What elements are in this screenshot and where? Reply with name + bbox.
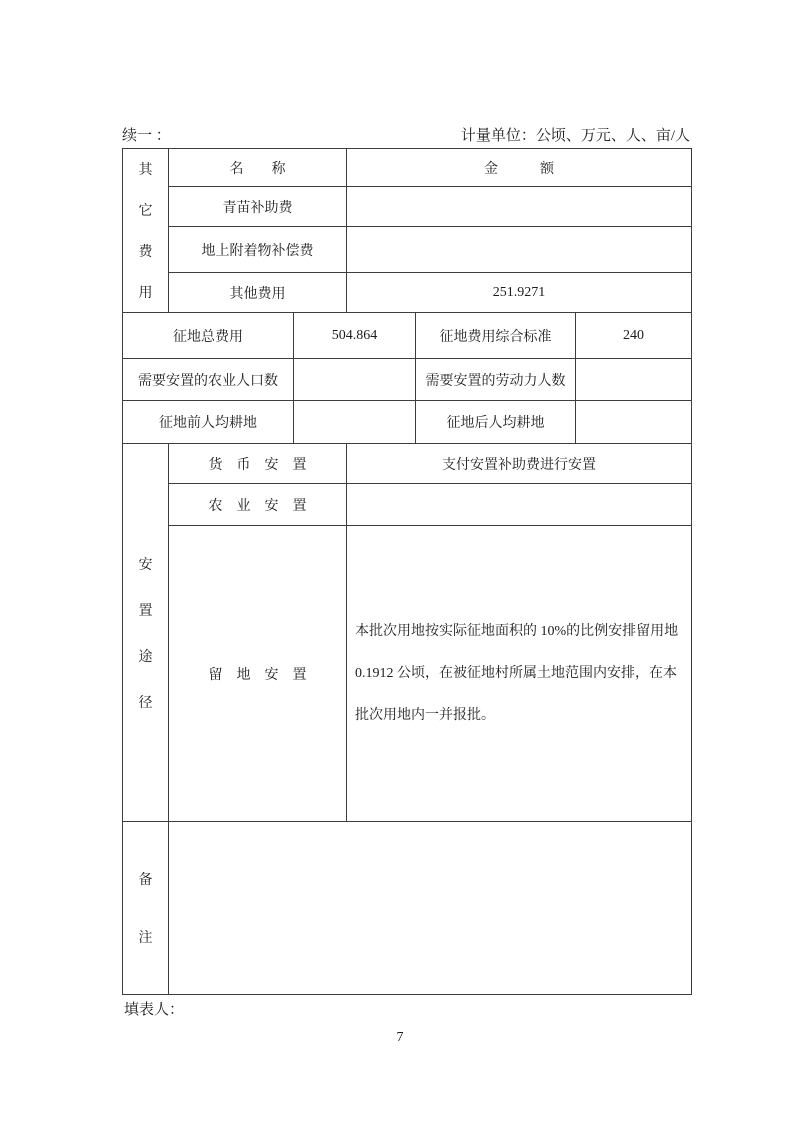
paragraph-line: 本批次用地按实际征地面积的 10%的比例安排留用地 [355, 623, 679, 639]
continuation-label: 续一 ： [122, 128, 171, 144]
labor-count-value [576, 359, 691, 401]
total-cost-label: 征地总费用 [123, 313, 294, 359]
monetary-resettlement-label: 货 币 安 置 [169, 444, 347, 484]
paragraph-line: 0.1912 公顷，在被征地村所属土地范围内安排，在本 [355, 665, 677, 681]
land-acquisition-table [122, 148, 692, 995]
fee-amount-seedling [347, 187, 691, 227]
group-char: 其 [138, 163, 153, 179]
farmland-before-value [294, 401, 416, 444]
fee-name-other: 其他费用 [169, 273, 347, 313]
group-char: 用 [138, 285, 153, 301]
farmland-before-label: 征地前人均耕地 [123, 401, 294, 444]
fee-name-seedling: 青苗补助费 [169, 187, 347, 227]
resettlement-section [123, 444, 691, 822]
paragraph-line: 批次用地内一并报批。 [355, 707, 495, 723]
remarks-content [169, 822, 691, 994]
farmland-after-value [576, 401, 691, 444]
reserved-land-resettlement-content [347, 526, 691, 822]
remarks-section [123, 822, 691, 994]
header-name-cell: 名 称 [169, 149, 347, 187]
agri-population-value [294, 359, 416, 401]
group-char: 费 [138, 244, 153, 260]
other-fees-section [123, 149, 691, 313]
group-char: 它 [138, 204, 153, 220]
table-caption-row [122, 124, 690, 145]
group-char: 径 [138, 695, 153, 711]
group-char: 置 [138, 603, 153, 619]
total-cost-value: 504.864 [294, 313, 416, 359]
summary-section [123, 313, 691, 444]
labor-count-label: 需要安置的劳动力人数 [416, 359, 576, 401]
group-char: 注 [138, 931, 153, 946]
reserved-land-resettlement-label: 留 地 安 置 [169, 526, 347, 822]
fee-name-attachments: 地上附着物补偿费 [169, 227, 347, 273]
page-number: 7 [396, 1030, 404, 1045]
unit-note: 计量单位：公顷、万元、人、亩/人 [460, 128, 690, 144]
comprehensive-standard-value: 240 [576, 313, 691, 359]
reserved-land-paragraph [355, 611, 683, 737]
group-char: 途 [138, 649, 153, 665]
form-filler-label: 填表人： [124, 1002, 185, 1018]
fee-amount-other: 251.9271 [347, 273, 691, 313]
other-fees-group-label [123, 149, 169, 313]
monetary-resettlement-content: 支付安置补助费进行安置 [347, 444, 691, 484]
agricultural-resettlement-content [347, 484, 691, 526]
comprehensive-standard-label: 征地费用综合标准 [416, 313, 576, 359]
header-amount-cell: 金 额 [347, 149, 691, 187]
agri-population-label: 需要安置的农业人口数 [123, 359, 294, 401]
fee-amount-attachments [347, 227, 691, 273]
farmland-after-label: 征地后人均耕地 [416, 401, 576, 444]
group-char: 安 [138, 557, 153, 573]
group-char: 备 [138, 873, 153, 888]
agricultural-resettlement-label: 农 业 安 置 [169, 484, 347, 526]
resettlement-group-label [123, 444, 169, 822]
remarks-group-label [123, 822, 169, 994]
